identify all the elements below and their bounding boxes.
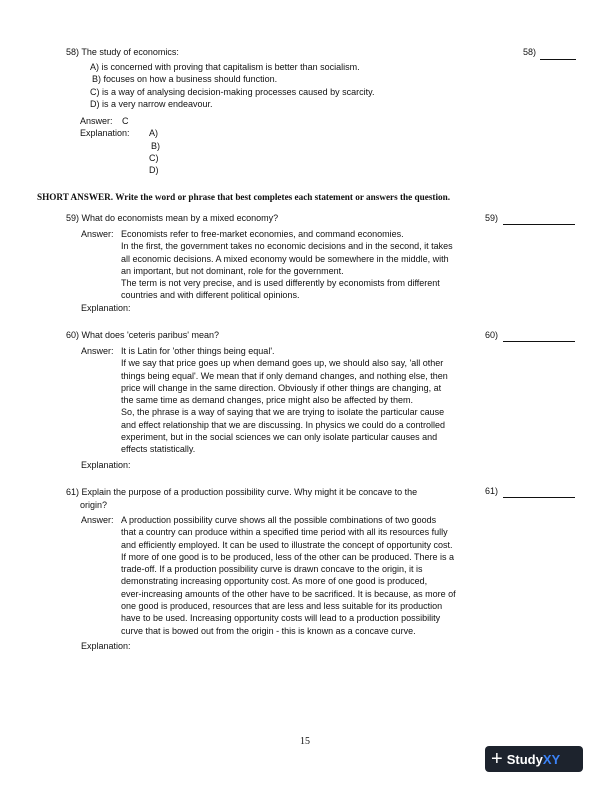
- answer-line: curve that is bowed out from the origin - this is known as a concave curve.: [121, 625, 416, 636]
- section-heading: SHORT ANSWER. Write the word or phrase that best completes each statement or answers the question.: [37, 192, 451, 202]
- q60-answer-label: Answer:: [81, 346, 114, 356]
- answer-line: demonstrating increasing opportunity cost. As more of one good is produced,: [121, 576, 428, 587]
- q59-explanation-label: Explanation:: [81, 303, 131, 313]
- answer-line: things being equal'. We mean that if only demand changes, and nothing else, then: [121, 370, 448, 381]
- answer-line: and effect relationship that we are discussing. In physics we could do a controlled: [121, 419, 446, 430]
- answer-line: If more of one good is to be produced, less of the other can be produced. There is a: [121, 551, 455, 562]
- answer-line: The term is not very precise, and is used differently by economists from different: [121, 278, 440, 289]
- answer-line: the same time as demand changes, price might also be affected by them.: [121, 395, 413, 406]
- q58-explanation-d: D): [149, 165, 159, 175]
- q58-explanation-b: B): [151, 141, 160, 151]
- answer-line: and efficiently employed. It can be used to illustrate the concept of opportunity cost.: [121, 539, 453, 550]
- answer-line: effects statistically.: [121, 444, 196, 455]
- stem-line: origin?: [80, 499, 108, 510]
- q60-explanation-label: Explanation:: [81, 460, 131, 470]
- q61-number: 61): [485, 486, 499, 496]
- q58-explanation-label: Explanation:: [80, 128, 130, 138]
- logo-text-study: Study: [506, 751, 543, 767]
- q58-answer-label: Answer:: [80, 116, 113, 126]
- answer-line: price will change in the same direction. Obviously if other things are changing, at: [121, 382, 442, 393]
- answer-line: that a country can produce within a specified time period with all its resources fully: [121, 527, 448, 538]
- q58-answer-value: C: [122, 116, 129, 126]
- q59-answer-label: Answer:: [81, 229, 114, 239]
- q58-option-d: D) is a very narrow endeavour.: [90, 99, 213, 109]
- q58-option-a: A) is concerned with proving that capitalism is better than socialism.: [90, 62, 360, 72]
- q61-answer-blank[interactable]: [503, 497, 575, 498]
- answer-line: have to be used. Increasing opportunity costs will lead to a production possibility: [121, 613, 441, 624]
- answer-line: A production possibility curve shows all the possible combinations of two goods: [121, 515, 437, 525]
- answer-line: If we say that price goes up when demand goes up, we should also say, 'all other: [121, 358, 444, 369]
- q58-explanation-c: C): [149, 153, 159, 163]
- stem-line: 61) Explain the purpose of a production possibility curve. Why might it be concave to the: [66, 487, 418, 497]
- q60-answer-blank[interactable]: [503, 341, 575, 342]
- q60-stem: 60) What does 'ceteris paribus' mean?: [66, 330, 220, 340]
- q58-option-b: B) focuses on how a business should function.: [92, 74, 278, 84]
- answer-line: ever-increasing amounts of the other have to be sacrificed. It is because, as more of: [121, 588, 456, 599]
- q59-stem: 59) What do economists mean by a mixed economy?: [66, 213, 279, 223]
- q59-number: 59): [485, 213, 499, 223]
- q61-stem: [66, 486, 417, 511]
- answer-line: countries and with different political opinions.: [121, 290, 300, 301]
- q58-answer-blank[interactable]: [540, 59, 576, 60]
- answer-line: all economic decisions. A mixed economy would be somewhere in the middle, with: [121, 253, 449, 264]
- answer-line: Economists refer to free-market economies, and command economies.: [121, 229, 404, 239]
- page-number: 15: [300, 736, 310, 747]
- q59-answer-text: [121, 228, 453, 302]
- answer-line: In the first, the government takes no economic decisions and in the second, it takes: [121, 241, 453, 252]
- answer-line: an important, but not dominant, role for the government.: [121, 265, 344, 276]
- logo-text-xy: XY: [542, 751, 561, 767]
- answer-line: So, the phrase is a way of saying that we are trying to isolate the particular cause: [121, 407, 445, 418]
- q58-stem: 58) The study of economics:: [66, 47, 179, 57]
- plus-icon: +: [491, 748, 503, 770]
- q58-option-c: C) is a way of analysing decision-making processes caused by scarcity.: [90, 87, 375, 97]
- answer-line: experiment, but in the social sciences we can only isolate particular causes and: [121, 432, 438, 443]
- q61-answer-text: [121, 514, 456, 637]
- q60-number: 60): [485, 330, 499, 340]
- answer-line: It is Latin for 'other things being equal'.: [121, 346, 275, 356]
- q58-explanation-a: A): [149, 128, 158, 138]
- answer-line: one good is produced, resources that are less and less suitable for its production: [121, 601, 443, 612]
- q59-answer-blank[interactable]: [503, 224, 575, 225]
- answer-line: trade-off. If a production possibility curve is drawn concave to the origin, it is: [121, 564, 423, 575]
- q58-number: 58): [523, 47, 537, 57]
- q61-explanation-label: Explanation:: [81, 641, 131, 651]
- q60-answer-text: [121, 345, 448, 456]
- studyxy-logo[interactable]: [485, 746, 583, 772]
- q61-answer-label: Answer:: [81, 515, 114, 525]
